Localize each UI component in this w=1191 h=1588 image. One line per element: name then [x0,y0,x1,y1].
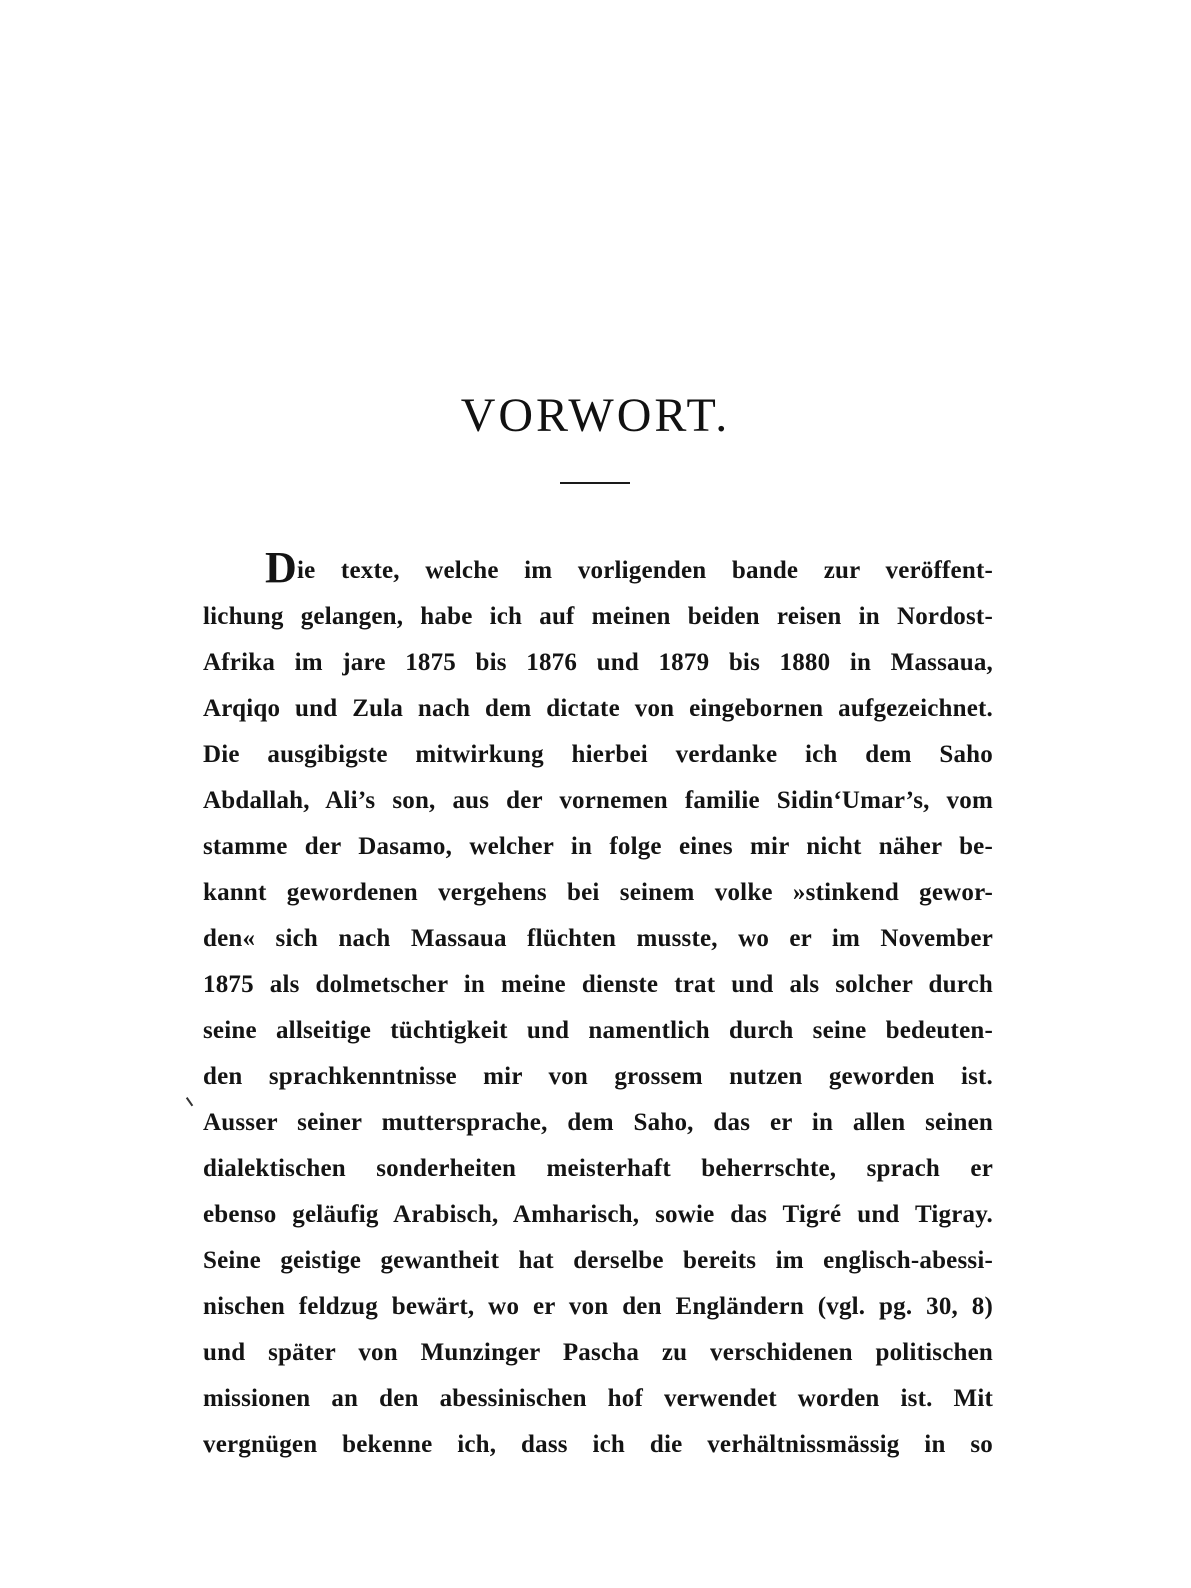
text-line: Afrika im jare 1875 bis 1876 und 1879 bis 1880 in Massaua, [203,649,993,676]
text-line: ebenso geläufig Arabisch, Amharisch, sowie das Tigré und Tigray. [203,1201,993,1228]
text-line: seine allseitige tüchtigkeit und namentlich durch seine bedeuten- [203,1017,993,1044]
text-line: Abdallah, Ali’s son, aus der vornemen familie Sidin‘Umar’s, vom [203,787,993,814]
text-line: den sprachkenntnisse mir von grossem nutzen geworden ist. [203,1063,993,1090]
text-line: stamme der Dasamo, welcher in folge eines mir nicht näher be- [203,833,993,860]
text-line: missionen an den abessinischen hof verwendet worden ist. Mit [203,1385,993,1412]
text-line: lichung gelangen, habe ich auf meinen beiden reisen in Nordost- [203,603,993,630]
page-title: VORWORT. [460,389,731,442]
text-line: Seine geistige gewantheit hat derselbe bereits im englisch-abessi- [203,1247,993,1274]
text-line: den« sich nach Massaua flüchten musste, wo er im November [203,925,993,952]
text-line: dialektischen sonderheiten meisterhaft beherrschte, sprach er [203,1155,993,1182]
text-line: kannt gewordenen vergehens bei seinem volke »stinkend gewor- [203,879,993,906]
paragraph-first-line [203,543,993,594]
text-line: nischen feldzug bewärt, wo er von den Engländern (vgl. pg. 30, 8) [203,1293,993,1320]
dropcap-letter: D [265,543,297,592]
margin-mark [186,1094,198,1107]
text-line: und später von Munzinger Pascha zu verschidenen politischen [203,1339,993,1366]
title-divider [560,482,630,484]
first-line-text: ie texte, welche im vorligenden bande zur veröffent- [296,557,993,584]
text-line: Die ausgibigste mitwirkung hierbei verdanke ich dem Saho [203,741,993,768]
text-line: 1875 als dolmetscher in meine dienste trat und als solcher durch [203,971,993,998]
text-line: Ausser seiner muttersprache, dem Saho, das er in allen seinen [203,1109,993,1136]
body-text [203,543,993,1468]
text-line: Arqiqo und Zula nach dem dictate von eingebornen aufgezeichnet. [203,695,993,722]
text-line: vergnügen bekenne ich, dass ich die verhältnissmässig in so [203,1431,993,1458]
